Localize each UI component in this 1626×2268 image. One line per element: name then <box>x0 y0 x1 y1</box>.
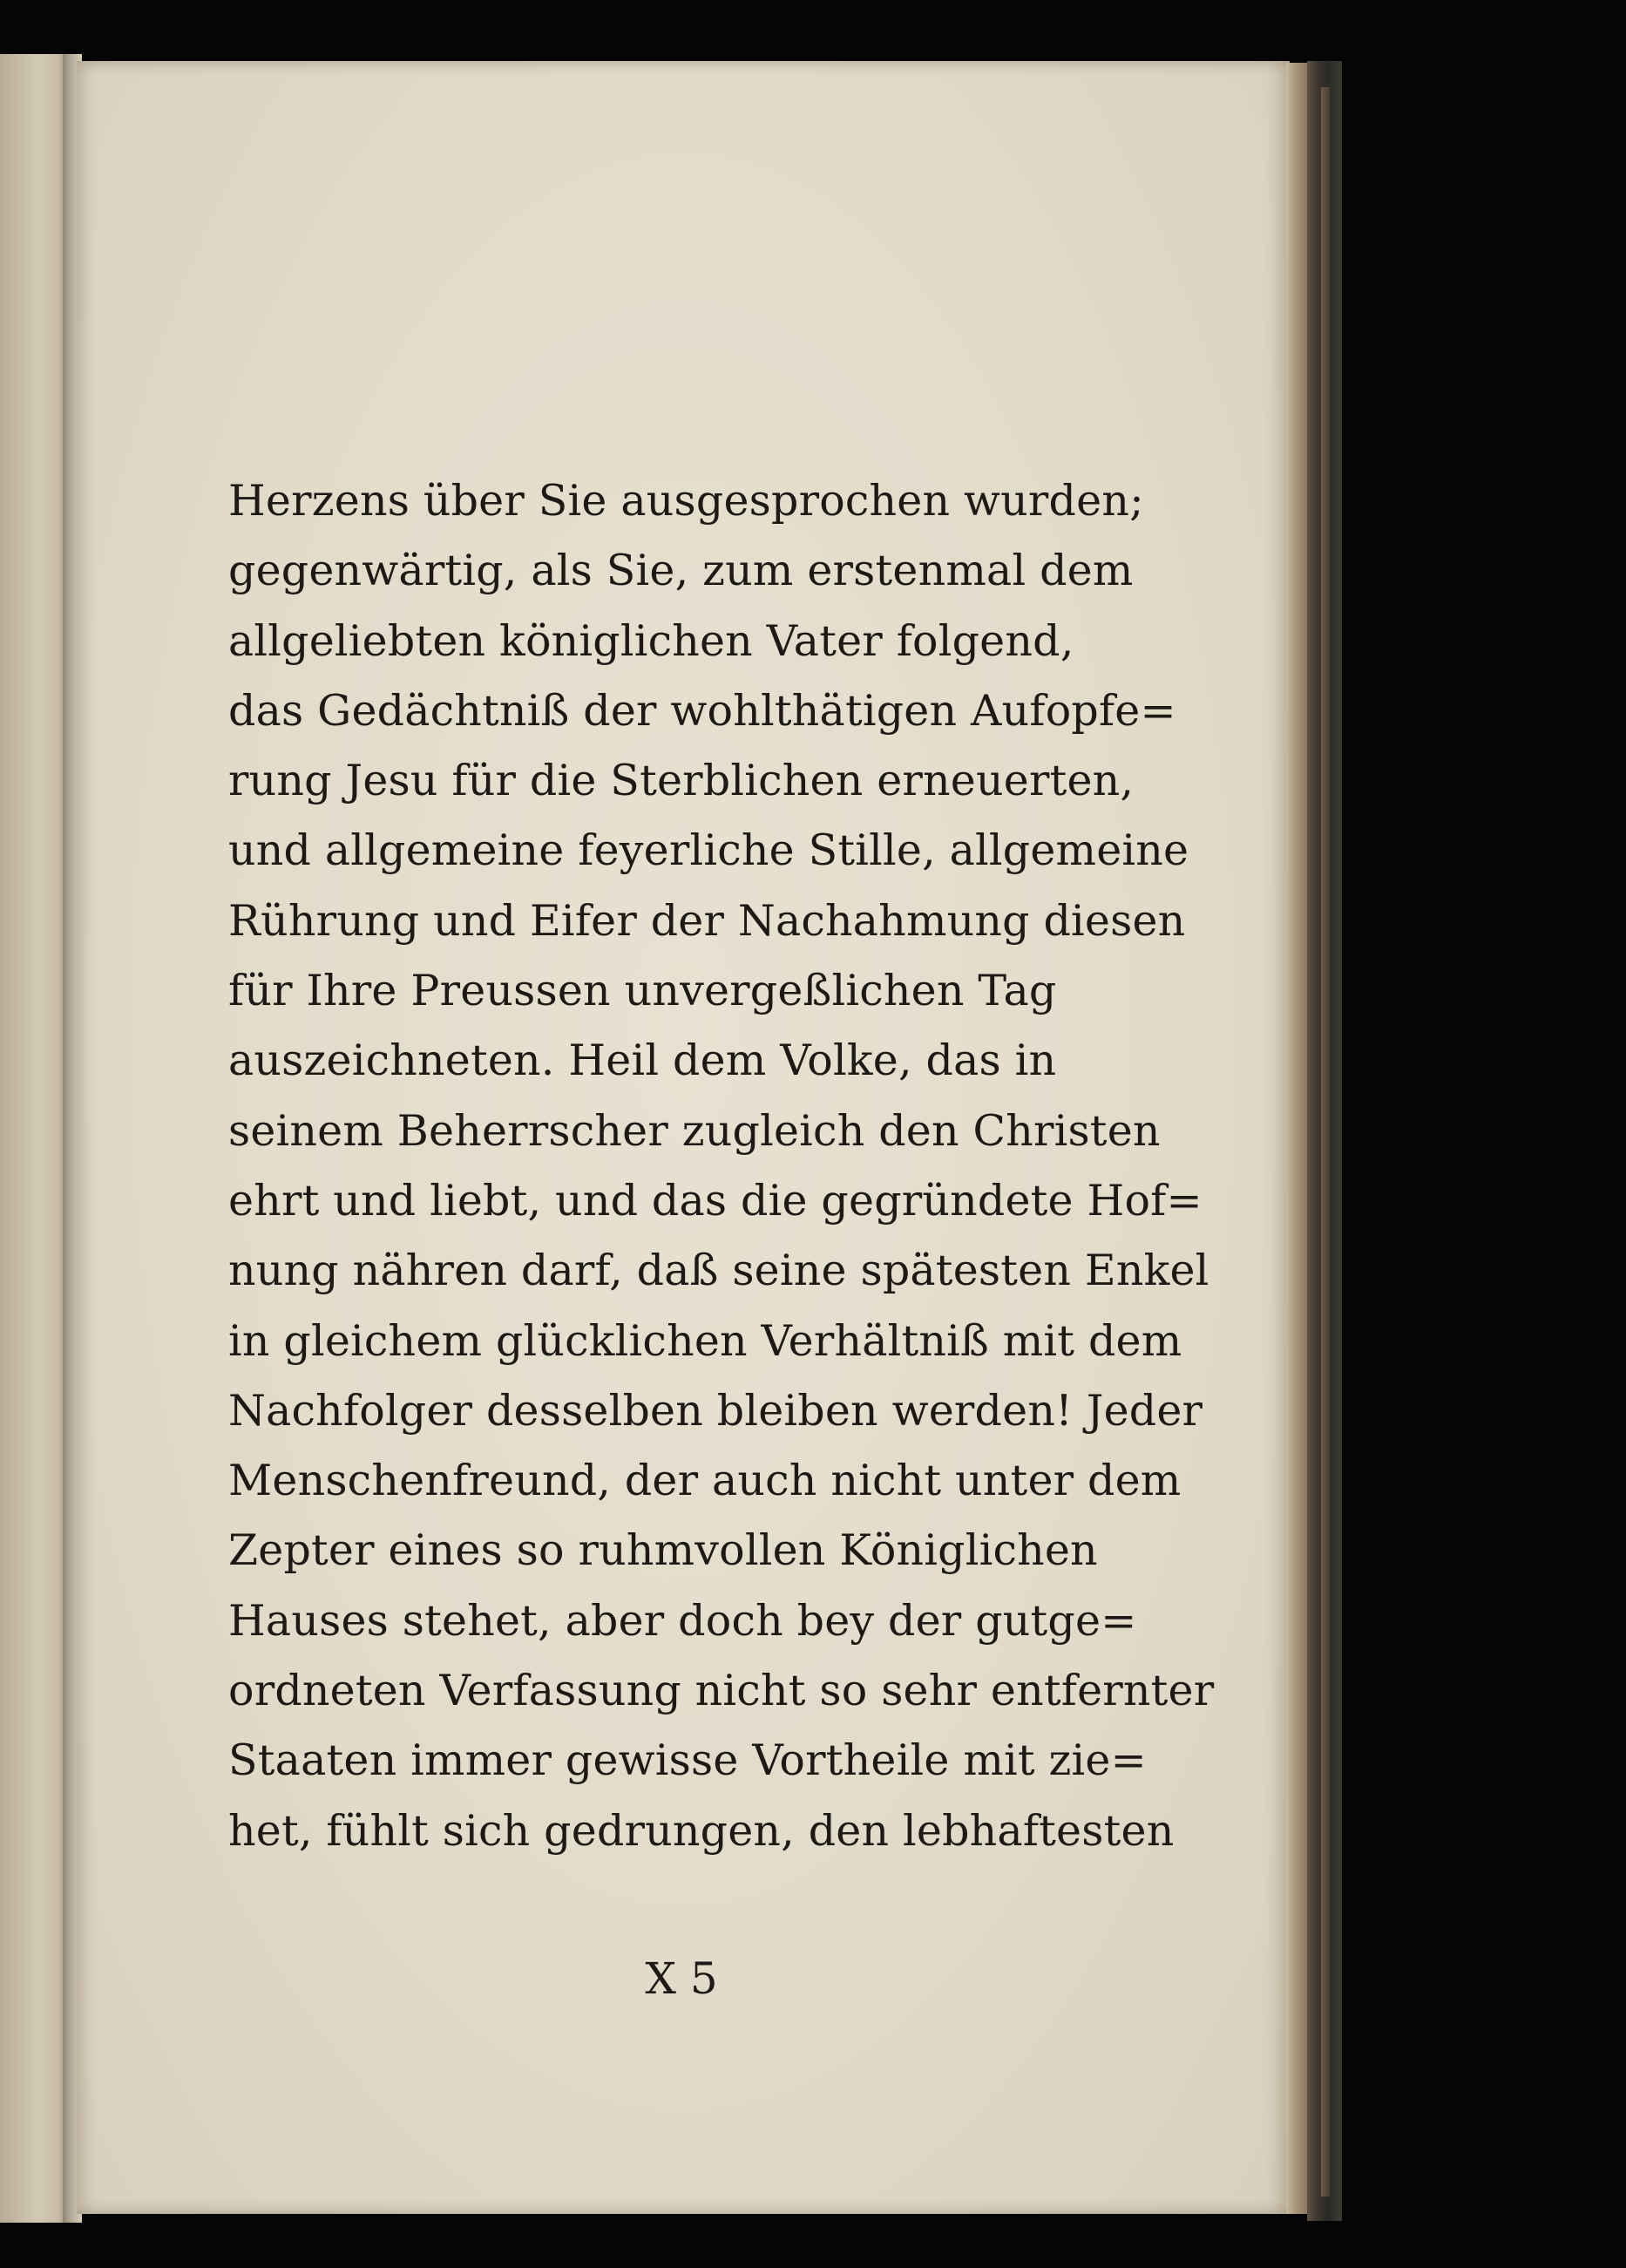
text-line: für Ihre Preussen unvergeßlichen Tag <box>228 966 1057 1016</box>
text-line: gegenwärtig, als Sie, zum erstenmal dem <box>228 546 1134 596</box>
text-line: rung Jesu für die Sterblichen erneuerten, <box>228 756 1135 806</box>
page-stack-edge <box>1286 63 1309 2214</box>
text-line: nung nähren darf, daß seine spätesten Enkel <box>228 1246 1209 1296</box>
signature-mark: X 5 <box>645 1953 718 2004</box>
cover-binding <box>1321 87 1330 2197</box>
text-line: het, fühlt sich gedrungen, den lebhaftesten <box>228 1805 1175 1856</box>
text-line: Zepter eines so ruhmvollen Königlichen <box>228 1525 1098 1576</box>
text-line: seinem Beherrscher zugleich den Christen <box>228 1105 1161 1156</box>
text-line: Staaten immer gewisse Vortheile mit zie= <box>228 1735 1147 1786</box>
text-line: in gleichem glücklichen Verhältniß mit dem <box>228 1315 1182 1366</box>
text-line: ordneten Verfassung nicht so sehr entfernter <box>228 1666 1215 1716</box>
text-line: allgeliebten königlichen Vater folgend, <box>228 615 1074 666</box>
text-line: auszeichneten. Heil dem Volke, das in <box>228 1036 1057 1086</box>
text-line: und allgemeine feyerliche Stille, allgemeine <box>228 825 1189 876</box>
facing-page-edge <box>0 54 68 2223</box>
text-line: Menschenfreund, der auch nicht unter dem <box>228 1456 1182 1506</box>
text-line: das Gedächtniß der wohlthätigen Aufopfe= <box>228 685 1176 736</box>
text-line: ehrt und liebt, und das die gegründete Hof= <box>228 1175 1203 1226</box>
text-line: Hauses stehet, aber doch bey der gutge= <box>228 1595 1137 1646</box>
text-line: Herzens über Sie ausgesprochen wurden; <box>228 476 1144 526</box>
text-line: Nachfolger desselben bleiben werden! Jeder <box>228 1385 1203 1436</box>
page-text <box>228 466 1215 1866</box>
text-line: Rührung und Eifer der Nachahmung diesen <box>228 895 1186 946</box>
